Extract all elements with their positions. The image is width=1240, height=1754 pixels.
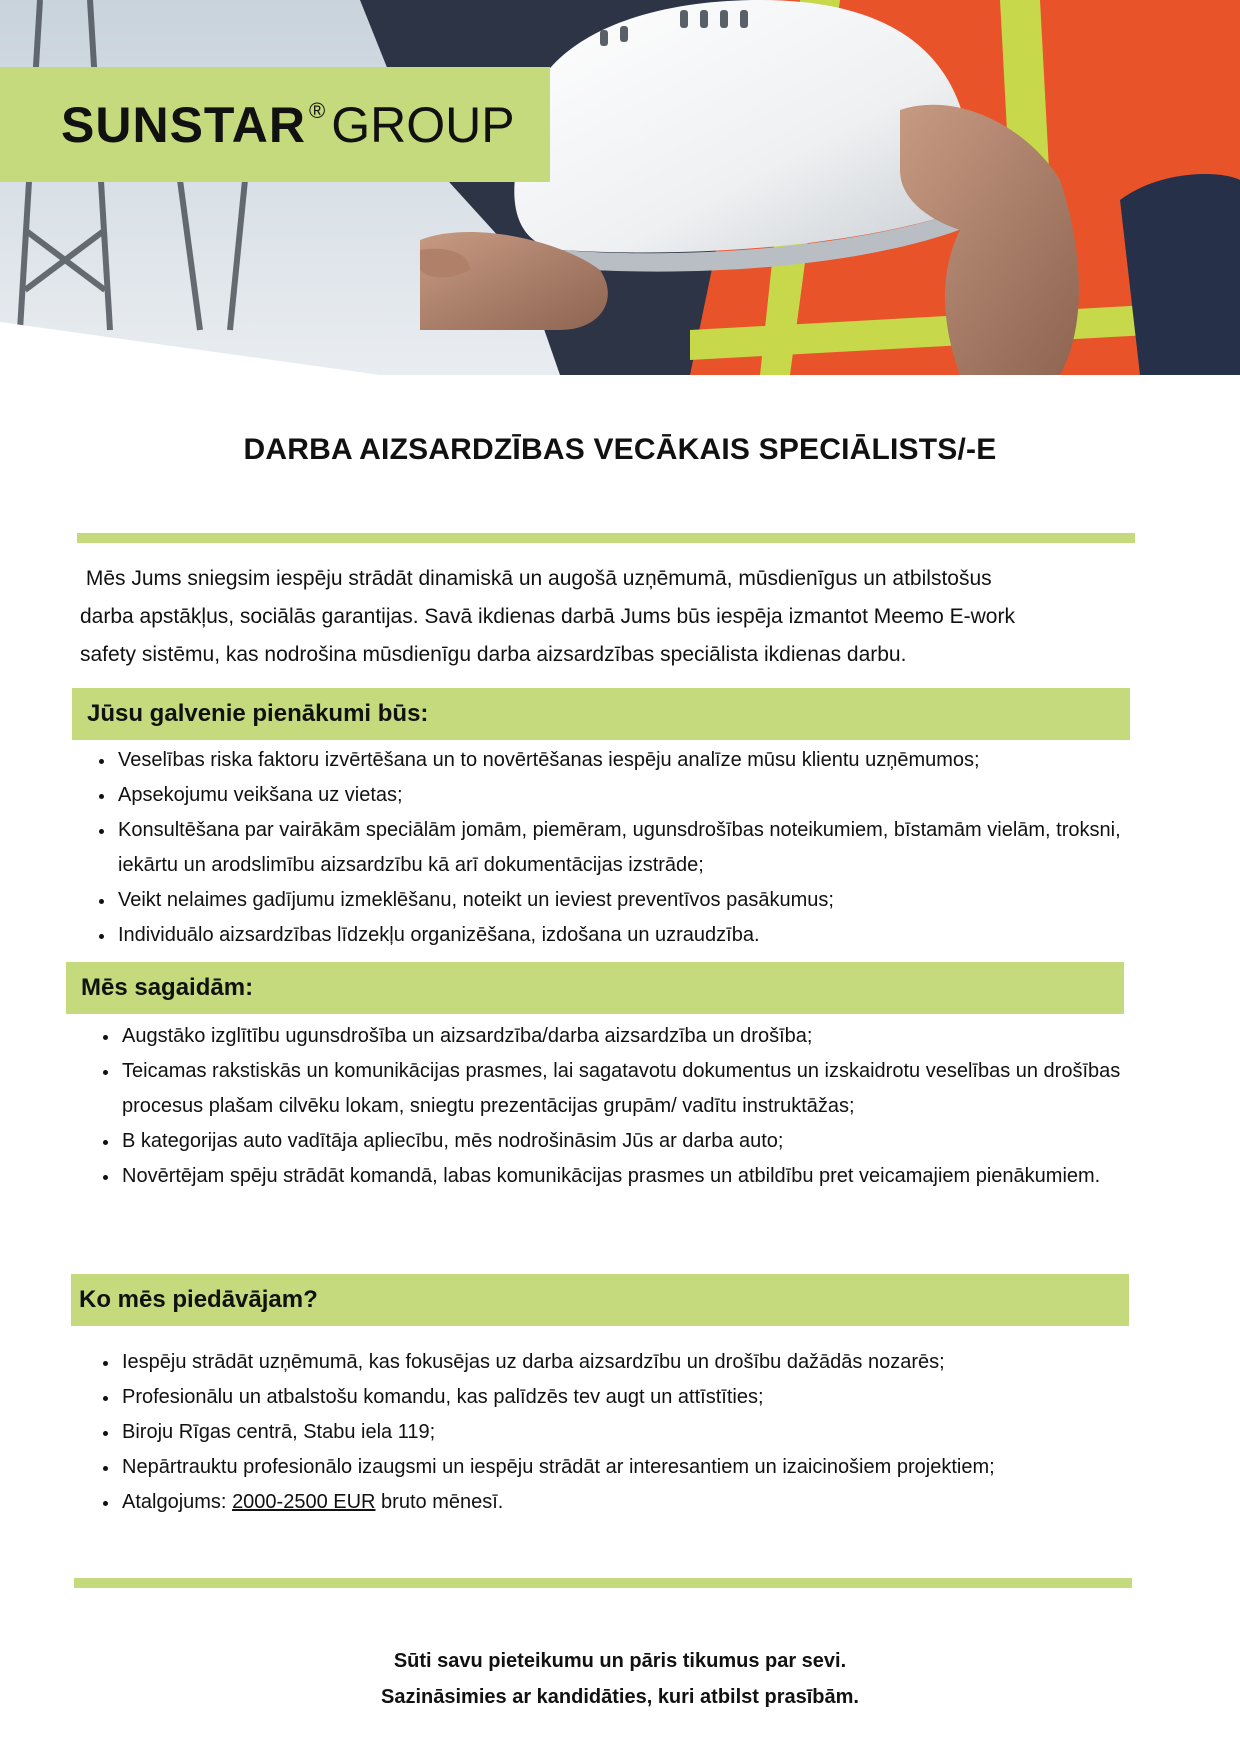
list-item: • Apsekojumu veikšana uz vietas; <box>116 778 1161 813</box>
list-item: • Individuālo aizsardzības līdzekļu organizēšana, izdošana un uzraudzība. <box>116 918 1161 953</box>
brand-logo <box>61 96 515 153</box>
bottom-divider <box>74 1578 1132 1588</box>
list-item: • B kategorijas auto vadītāja apliecību, mēs nodrošināsim Jūs ar darba auto; <box>120 1124 1170 1159</box>
intro-paragraph: Mēs Jums sniegsim iespēju strādāt dinamiskā un augošā uzņēmumā, mūsdienīgus un atbilstošus darba apstākļus, sociālās garantijas. Savā ikdienas darbā Jums būs iespēja izmantot Meemo E-work safety sistēmu, kas nodrošina mūsdienīgu darba aizsardzības speciālista ikdienas darbu. <box>80 567 1015 666</box>
list-item: • Nepārtrauktu profesionālo izaugsmi un iespēju strādāt ar interesantiem un izaicinošiem projektiem; <box>120 1450 1180 1485</box>
logo-band <box>0 67 550 182</box>
footer-line-2: Sazināsimies ar kandidāties, kuri atbilst prasībām. <box>381 1686 859 1708</box>
footer-call-to-action <box>0 1643 1240 1715</box>
list-item: • Veselības riska faktoru izvērtēšana un to novērtēšanas iespēju analīze mūsu klientu uzņēmumos; <box>116 743 1161 778</box>
footer-line-1: Sūti savu pieteikumu un pāris tikumus par sevi. <box>393 1650 847 1672</box>
brand-name-light: GROUP <box>331 96 515 153</box>
offer-list <box>84 1345 1180 1520</box>
section-heading-text: Mēs sagaidām: <box>81 974 254 1001</box>
salary-prefix: Atalgojums: <box>122 1491 233 1513</box>
hard-hat-photo-icon <box>0 0 1240 375</box>
brand-name-bold: SUNSTAR <box>61 96 306 153</box>
section-heading-text: Jūsu galvenie pienākumi būs: <box>87 700 429 727</box>
salary-suffix: bruto mēnesī. <box>375 1491 504 1513</box>
salary-amount: 2000-2500 EUR <box>232 1491 376 1513</box>
list-item: • Konsultēšana par vairākām speciālām jomām, piemēram, ugunsdrošības noteikumiem, bīstamām vielām, troksni, iekārtu un arodslimību aizsardzību kā arī dokumentācijas izstrāde; <box>116 813 1161 883</box>
hero-image <box>0 0 1240 375</box>
section-heading-requirements <box>66 962 1124 1014</box>
list-item: • Iespēju strādāt uzņēmumā, kas fokusējas uz darba aizsardzību un drošību dažādās nozarēs; <box>120 1345 1180 1380</box>
list-item: • Profesionālu un atbalstošu komandu, kas palīdzēs tev augt un attīstīties; <box>120 1380 1180 1415</box>
top-divider <box>77 533 1135 543</box>
registered-mark: ® <box>308 97 326 123</box>
list-item: • Teicamas rakstiskās un komunikācijas prasmes, lai sagatavotu dokumentus un izskaidrotu veselības un drošības procesus plašam cilvēku lokam, sniegtu prezentācijas grupām/ vadītu instruktāžas; <box>120 1054 1170 1124</box>
duties-list <box>80 743 1161 953</box>
list-item: • Augstāko izglītību ugunsdrošība un aizsardzība/darba aizsardzība un drošība; <box>120 1019 1170 1054</box>
requirements-list <box>84 1019 1170 1194</box>
salary-item <box>120 1485 1180 1520</box>
page-title: DARBA AIZSARDZĪBAS VECĀKAIS SPECIĀLISTS/-E <box>243 433 997 466</box>
section-heading-duties <box>72 688 1130 740</box>
list-item: • Novērtējam spēju strādāt komandā, labas komunikācijas prasmes un atbildību pret veicamajiem pienākumiem. <box>120 1159 1170 1194</box>
list-item: • Veikt nelaimes gadījumu izmeklēšanu, noteikt un ieviest preventīvos pasākumus; <box>116 883 1161 918</box>
section-heading-offer <box>71 1274 1129 1326</box>
section-heading-text: Ko mēs piedāvājam? <box>79 1286 318 1313</box>
list-item: • Biroju Rīgas centrā, Stabu iela 119; <box>120 1415 1180 1450</box>
